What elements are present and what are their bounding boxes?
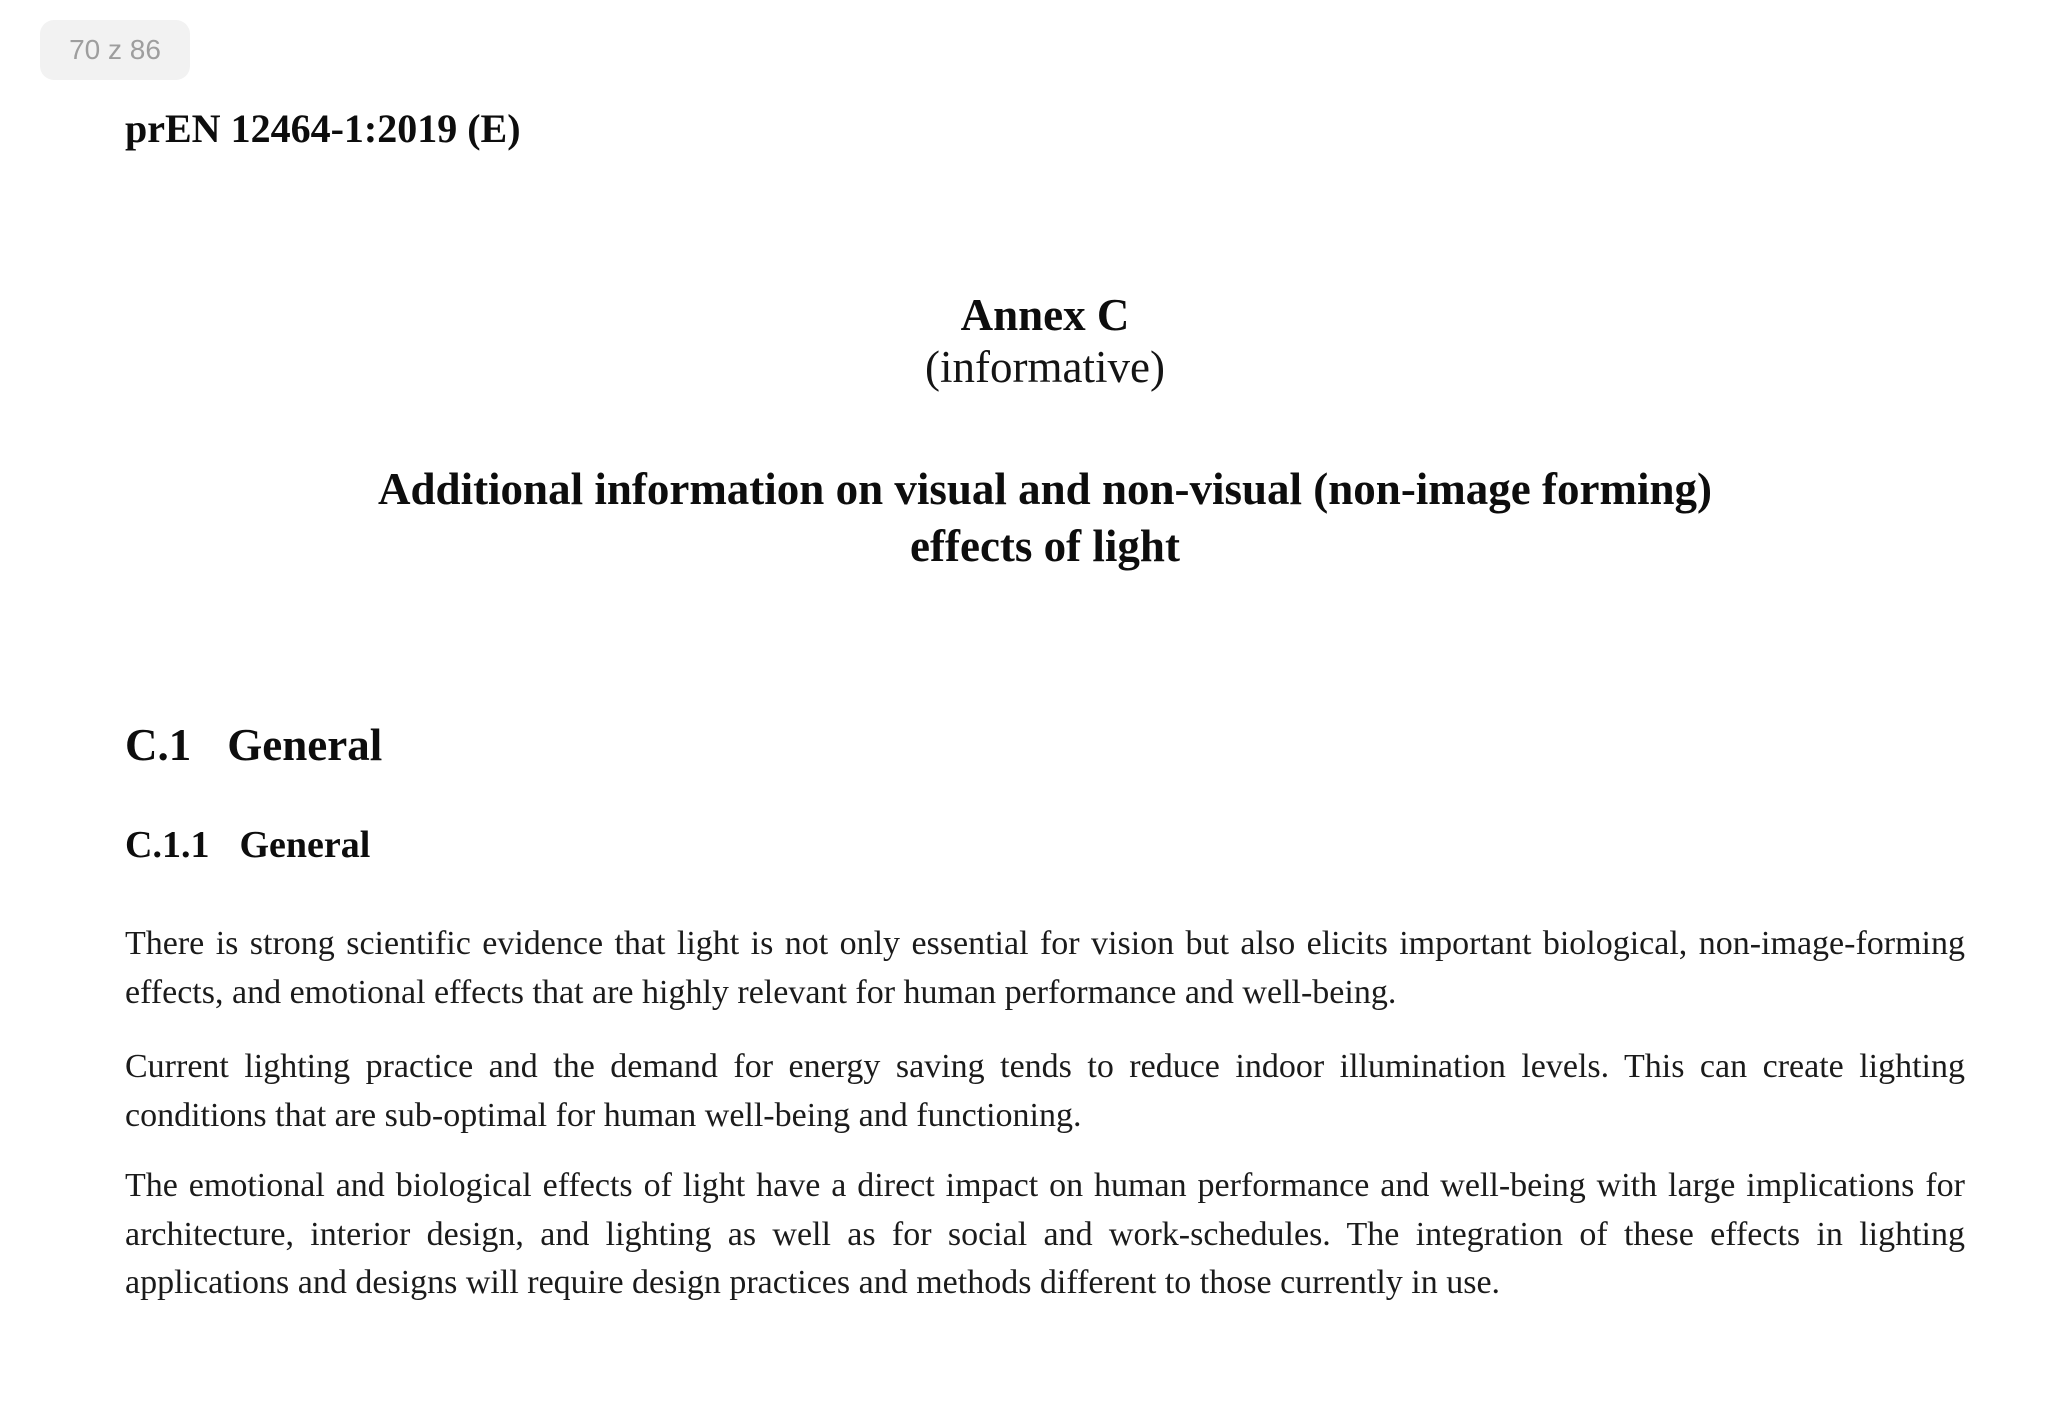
document-header: prEN 12464-1:2019 (E): [125, 106, 521, 151]
annex-title-line1: Additional information on visual and non-visual (non-image forming): [378, 464, 1712, 514]
body-paragraph: There is strong scientific evidence that light is not only essential for vision but also elicits important biological, non-image-forming effects, and emotional effects that are highly relevant for human performance and well-being.: [125, 925, 1965, 1011]
annex-title-line2: effects of light: [910, 521, 1180, 571]
section-number: C.1: [125, 720, 192, 770]
section-heading-c1: [125, 719, 1965, 771]
annex-heading: Annex C: [960, 290, 1130, 340]
section-title: General: [239, 824, 371, 866]
body-paragraph: Current lighting practice and the demand for energy saving tends to reduce indoor illumination levels. This can create lighting conditions that are sub-optimal for human well-being and functioning.: [125, 1048, 1965, 1134]
section-heading-c11: [125, 822, 1965, 868]
page-number-label: 70 z 86: [69, 34, 161, 65]
annex-title: [125, 461, 1965, 575]
section-title: General: [227, 720, 383, 770]
section-number: C.1.1: [125, 824, 210, 866]
annex-type-label: (informative): [925, 342, 1165, 392]
document-content: [125, 0, 1965, 1308]
body-paragraph: The emotional and biological effects of light have a direct impact on human performance and well-being with large implications for architecture, interior design, and lighting as well as for social and work-schedules. The integration of these effects in lighting applications and designs will require design practices and methods different to those currently in use.: [125, 1167, 1965, 1301]
